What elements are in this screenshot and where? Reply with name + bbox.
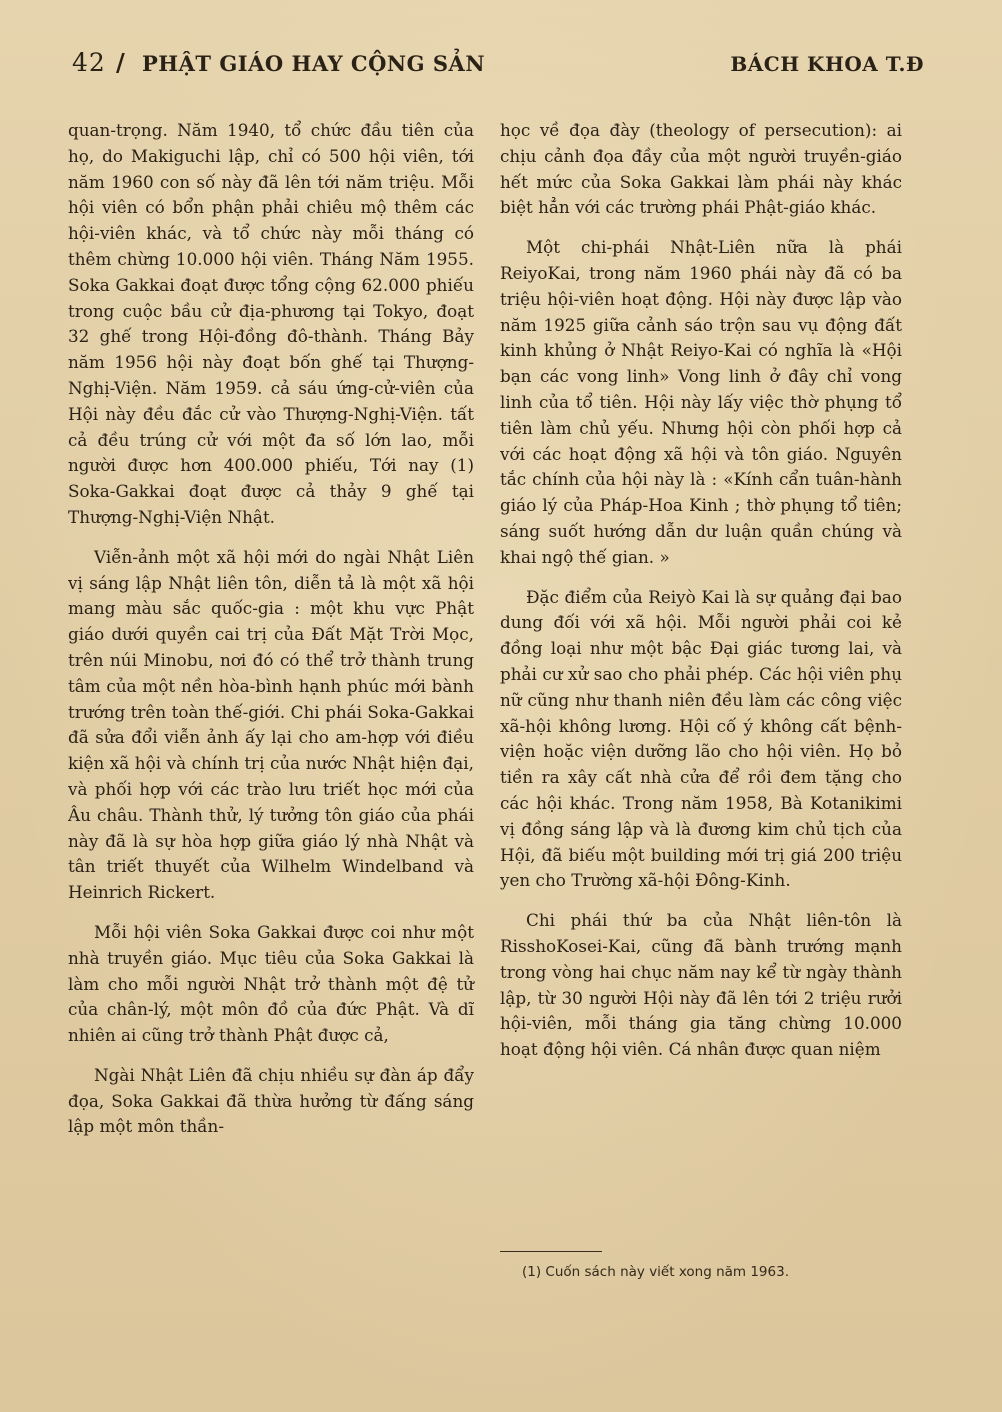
running-title: PHẬT GIÁO HAY CỘNG SẢN [142,51,486,76]
footnote-divider [500,1251,602,1252]
paragraph: Đặc điểm của Reiyò Kai là sự quảng đại bao dung đối với xã hội. Mỗi người phải coi kẻ đồng loại như một bậc Đại giác tương lai, và phải cư xử sao cho phải phép. Các hội viên phụ nữ cũng như thanh niên đều làm các công việc xã-hội không lương. Hội cố ý không cất bệnh-viện hoặc viện dưỡng lão cho hội viên. Họ bỏ tiền ra xây cất nhà cửa để rồi đem tặng cho các hội khác. Trong năm 1958, Bà Kotanikimi vị đồng sáng lập và là đương kim chủ tịch của Hội, đã biếu một building mới trị giá 200 triệu yen cho Trường xã-hội Đông-Kinh. [500,586,902,891]
paragraph: Viễn-ảnh một xã hội mới do ngài Nhật Liên vị sáng lập Nhật liên tôn, diễn tả là một xã hội mang màu sắc quốc-gia : một khu vực Phật giáo dưới quyền cai trị của Đất Mặt Trời Mọc, trên núi Minobu, nơi đó có thể trở thành trung tâm của một nền hòa-bình hạnh phúc mới bành trướng trên toàn thế-giới. Chi phái Soka-Gakkai đã sửa đổi viễn ảnh ấy lại cho am-hợp với điều kiện xã hội và chính trị của nước Nhật hiện đại, và phối hợp với các trào lưu triết học mới của Âu châu. Thành thử, lý tưởng tôn giáo của phái này đã là sự hòa hợp giữa giáo lý nhà Nhật và tân triết thuyết của Wilhelm Windelband và Heinrich Rickert. [68,546,474,903]
footnote: (1) Cuốn sách này viết xong năm 1963. [522,1264,789,1280]
journal-name: BÁCH KHOA T.Đ [730,52,924,76]
paragraph: Ngài Nhật Liên đã chịu nhiều sự đàn áp đẩy đọa, Soka Gakkai đã thừa hưởng từ đấng sáng lập một môn thần- [68,1064,474,1137]
paragraph: học về đọa đày (theology of persecution): ai chịu cảnh đọa đầy của một người truyền-giáo hết mức của Soka Gakkai làm phái này khác biệt hẳn với các trường phái Phật-giáo khác. [500,120,902,218]
page-number: 42 [72,48,106,77]
left-column [68,118,474,1154]
page-header [72,48,924,84]
paragraph: Chi phái thứ ba của Nhật liên-tôn là RisshoKosei-Kai, cũng đã bành trướng mạnh trong vòng hai chục năm nay kể từ ngày thành lập, từ 30 người Hội này đã lên tới 2 triệu rưởi hội-viên, mỗi tháng gia tăng chừng 10.000 hoạt động hội viên. Cá nhân được quan niệm [500,910,902,1060]
right-column [500,118,902,1077]
paragraph: quan-trọng. Năm 1940, tổ chức đầu tiên của họ, do Makiguchi lập, chỉ có 500 hội viên, tới năm 1960 con số này đã lên tới năm triệu. Mỗi hội viên có bổn phận phải chiêu mộ thêm các hội-viên khác, và tổ chức này mỗi tháng có thêm chừng 10.000 hội viên. Tháng Năm 1955. Soka Gakkai đoạt được tổng cộng 62.000 phiếu trong cuộc bầu cử địa-phương tại Tokyo, đoạt 32 ghế trong Hội-đồng đô-thành. Tháng Bảy năm 1956 hội này đoạt bốn ghế tại Thượng-Nghị-Viện. Năm 1959. cả sáu ứng-cử-viên của Hội này đều đắc cử vào Thượng-Nghị-Viện. tất cả đều trúng cử với một đa số lớn lao, mỗi người được hơn 400.000 phiếu, Tới nay (1) Soka-Gakkai đoạt được cả thảy 9 ghế tại Thượng-Nghị-Viện Nhật. [68,120,474,527]
header-separator: / [116,48,125,77]
paragraph: Một chi-phái Nhật-Liên nữa là phái ReiyoKai, trong năm 1960 phái này đã có ba triệu hội-viên hoạt động. Hội này được lập vào năm 1925 giữa cảnh sáo trộn sau vụ động đất kinh khủng ở Nhật Reiyo-Kai có nghĩa là «Hội bạn các vong linh» Vong linh ở đây chỉ vong linh của tổ tiên. Hội này lấy việc thờ phụng tổ tiên làm chủ yếu. Nhưng hội còn phối hợp cả với các hoạt động xã hội và tôn giáo. Nguyên tắc chính của hội này là : «Kính cẩn tuân-hành giáo lý của Pháp-Hoa Kinh ; thờ phụng tổ tiên; sáng suốt hướng dẫn dư luận quần chúng và khai ngộ thế gian. » [500,237,902,567]
paragraph: Mỗi hội viên Soka Gakkai được coi như một nhà truyền giáo. Mục tiêu của Soka Gakkai là làm cho mỗi người Nhật trở thành một đệ tử của chân-lý, một môn đồ của đức Phật. Và dĩ nhiên ai cũng trở thành Phật được cả, [68,921,474,1046]
